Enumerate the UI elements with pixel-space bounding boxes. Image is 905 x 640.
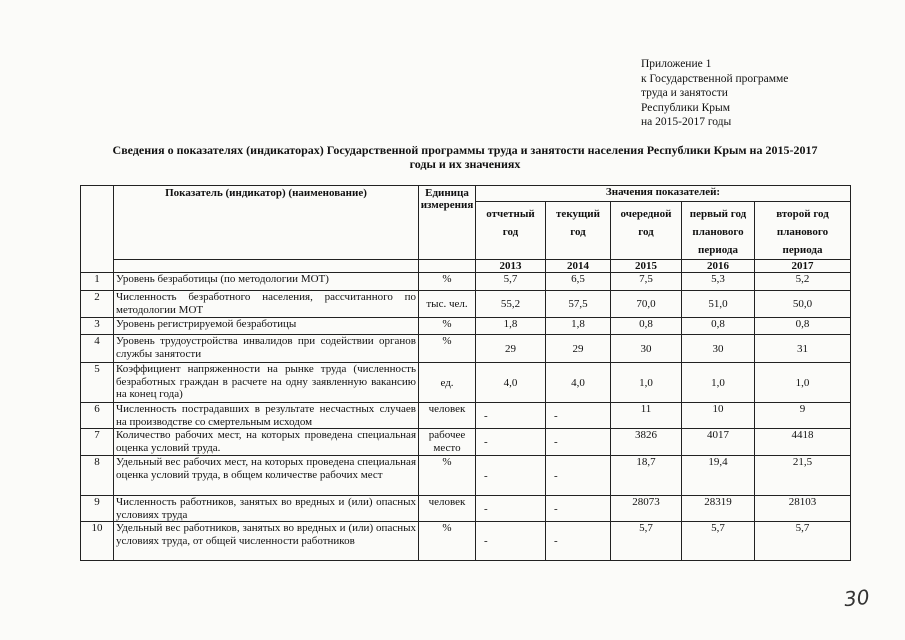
row-value: 28103 [755,496,851,522]
table-row [81,522,851,561]
row-value: 4,0 [476,363,546,403]
row-unit: человек [419,403,476,429]
table-row [81,318,851,335]
title-line-2: годы и их значениях [409,157,521,171]
header-year: 2014 [546,260,611,273]
row-value: 1,0 [611,363,682,403]
header-year-blank [114,260,419,273]
row-value: 5,7 [611,522,682,561]
appendix-line: Приложение 1 [641,58,712,70]
row-value: 10 [682,403,755,429]
row-value: 50,0 [755,291,851,318]
row-unit: рабочее место [419,429,476,456]
row-number: 10 [81,522,114,561]
header-period: очередной год [611,202,682,260]
row-number: 2 [81,291,114,318]
row-unit: тыс. чел. [419,291,476,318]
row-value: - [476,496,546,522]
row-indicator-name: Удельный вес рабочих мест, на которых проведена специальная оценка условий труда, в общем количестве рабочих мест [114,456,419,496]
row-value: - [476,456,546,496]
row-number: 4 [81,335,114,363]
row-value: 29 [546,335,611,363]
row-value: 9 [755,403,851,429]
row-unit: % [419,522,476,561]
row-value: 28073 [611,496,682,522]
row-value: - [546,429,611,456]
row-value: 0,8 [611,318,682,335]
row-indicator-name: Количество рабочих мест, на которых проведена специальная оценка условий труда. [114,429,419,456]
row-number: 8 [81,456,114,496]
appendix-line: Республики Крым [641,101,730,114]
row-number: 7 [81,429,114,456]
row-value: 18,7 [611,456,682,496]
header-year: 2015 [611,260,682,273]
row-value: - [476,522,546,561]
row-value: 30 [611,335,682,363]
row-number: 1 [81,273,114,291]
row-unit: человек [419,496,476,522]
row-unit: % [419,456,476,496]
table-row [81,429,851,456]
row-value: 0,8 [755,318,851,335]
row-number: 3 [81,318,114,335]
header-period: текущий год [546,202,611,260]
indicators-table [80,185,851,561]
row-number: 6 [81,403,114,429]
appendix-line: труда и занятости [641,87,728,100]
row-value: 4,0 [546,363,611,403]
document-title [70,143,860,171]
row-value: 57,5 [546,291,611,318]
row-unit: % [419,273,476,291]
row-value: 3826 [611,429,682,456]
row-value: 7,5 [611,273,682,291]
table-row [81,456,851,496]
row-indicator-name: Уровень трудоустройства инвалидов при содействии органов службы занятости [114,335,419,363]
row-indicator-name: Коэффициент напряженности на рынке труда (численность безработных граждан в расчете на одну заявленную вакансию на конец года) [114,363,419,403]
row-value: 4017 [682,429,755,456]
row-unit: % [419,335,476,363]
header-indicator: Показатель (индикатор) (наименование) [114,186,419,260]
row-value: - [546,522,611,561]
appendix-note [641,57,788,130]
row-value: - [476,429,546,456]
row-value: 11 [611,403,682,429]
header-period: отчетный год [476,202,546,260]
row-value: 5,2 [755,273,851,291]
row-value: 31 [755,335,851,363]
row-value: 55,2 [476,291,546,318]
row-value: 1,8 [476,318,546,335]
table-row [81,335,851,363]
row-value: 5,3 [682,273,755,291]
row-value: 1,8 [546,318,611,335]
row-value: 4418 [755,429,851,456]
header-year: 2017 [755,260,851,273]
header-period: второй год планового периода [755,202,851,260]
row-value: 5,7 [476,273,546,291]
row-indicator-name: Численность пострадавших в результате несчастных случаев на производстве со смертельным исходом [114,403,419,429]
handwritten-page-number: 30 [842,584,871,612]
table-row [81,273,851,291]
header-year: 2013 [476,260,546,273]
row-value: 28319 [682,496,755,522]
row-number: 5 [81,363,114,403]
row-value: - [546,496,611,522]
row-indicator-name: Уровень регистрируемой безработицы [114,318,419,335]
row-indicator-name: Численность работников, занятых во вредных и (или) опасных условиях труда [114,496,419,522]
header-num-cell [81,186,114,273]
appendix-line: к Государственной программе [641,72,789,85]
header-unit: Единица измерения [419,186,476,260]
appendix-line: на 2015-2017 годы [641,116,732,129]
header-year-blank [419,260,476,273]
row-value: 6,5 [546,273,611,291]
row-value: 29 [476,335,546,363]
row-indicator-name: Уровень безработицы (по методологии МОТ) [114,273,419,291]
row-value: 5,7 [755,522,851,561]
title-line-1: Сведения о показателях (индикаторах) Государственной программы труда и занятости населения Республики Крым на 2015-2017 [112,143,818,157]
row-indicator-name: Удельный вес работников, занятых во вредных и (или) опасных условиях труда, от общей численности работников [114,522,419,561]
row-value: - [476,403,546,429]
row-value: 70,0 [611,291,682,318]
header-period: первый год планового периода [682,202,755,260]
table-row [81,291,851,318]
table-row [81,496,851,522]
row-unit: ед. [419,363,476,403]
row-number: 9 [81,496,114,522]
row-value: - [546,456,611,496]
row-value: 0,8 [682,318,755,335]
row-value: 51,0 [682,291,755,318]
table-row [81,363,851,403]
header-values-group: Значения показателей: [476,186,851,202]
row-value: 19,4 [682,456,755,496]
header-year: 2016 [682,260,755,273]
row-value: 1,0 [755,363,851,403]
row-value: 21,5 [755,456,851,496]
row-unit: % [419,318,476,335]
row-indicator-name: Численность безработного населения, рассчитанного по методологии МОТ [114,291,419,318]
row-value: 1,0 [682,363,755,403]
row-value: 5,7 [682,522,755,561]
table-row [81,403,851,429]
row-value: - [546,403,611,429]
row-value: 30 [682,335,755,363]
